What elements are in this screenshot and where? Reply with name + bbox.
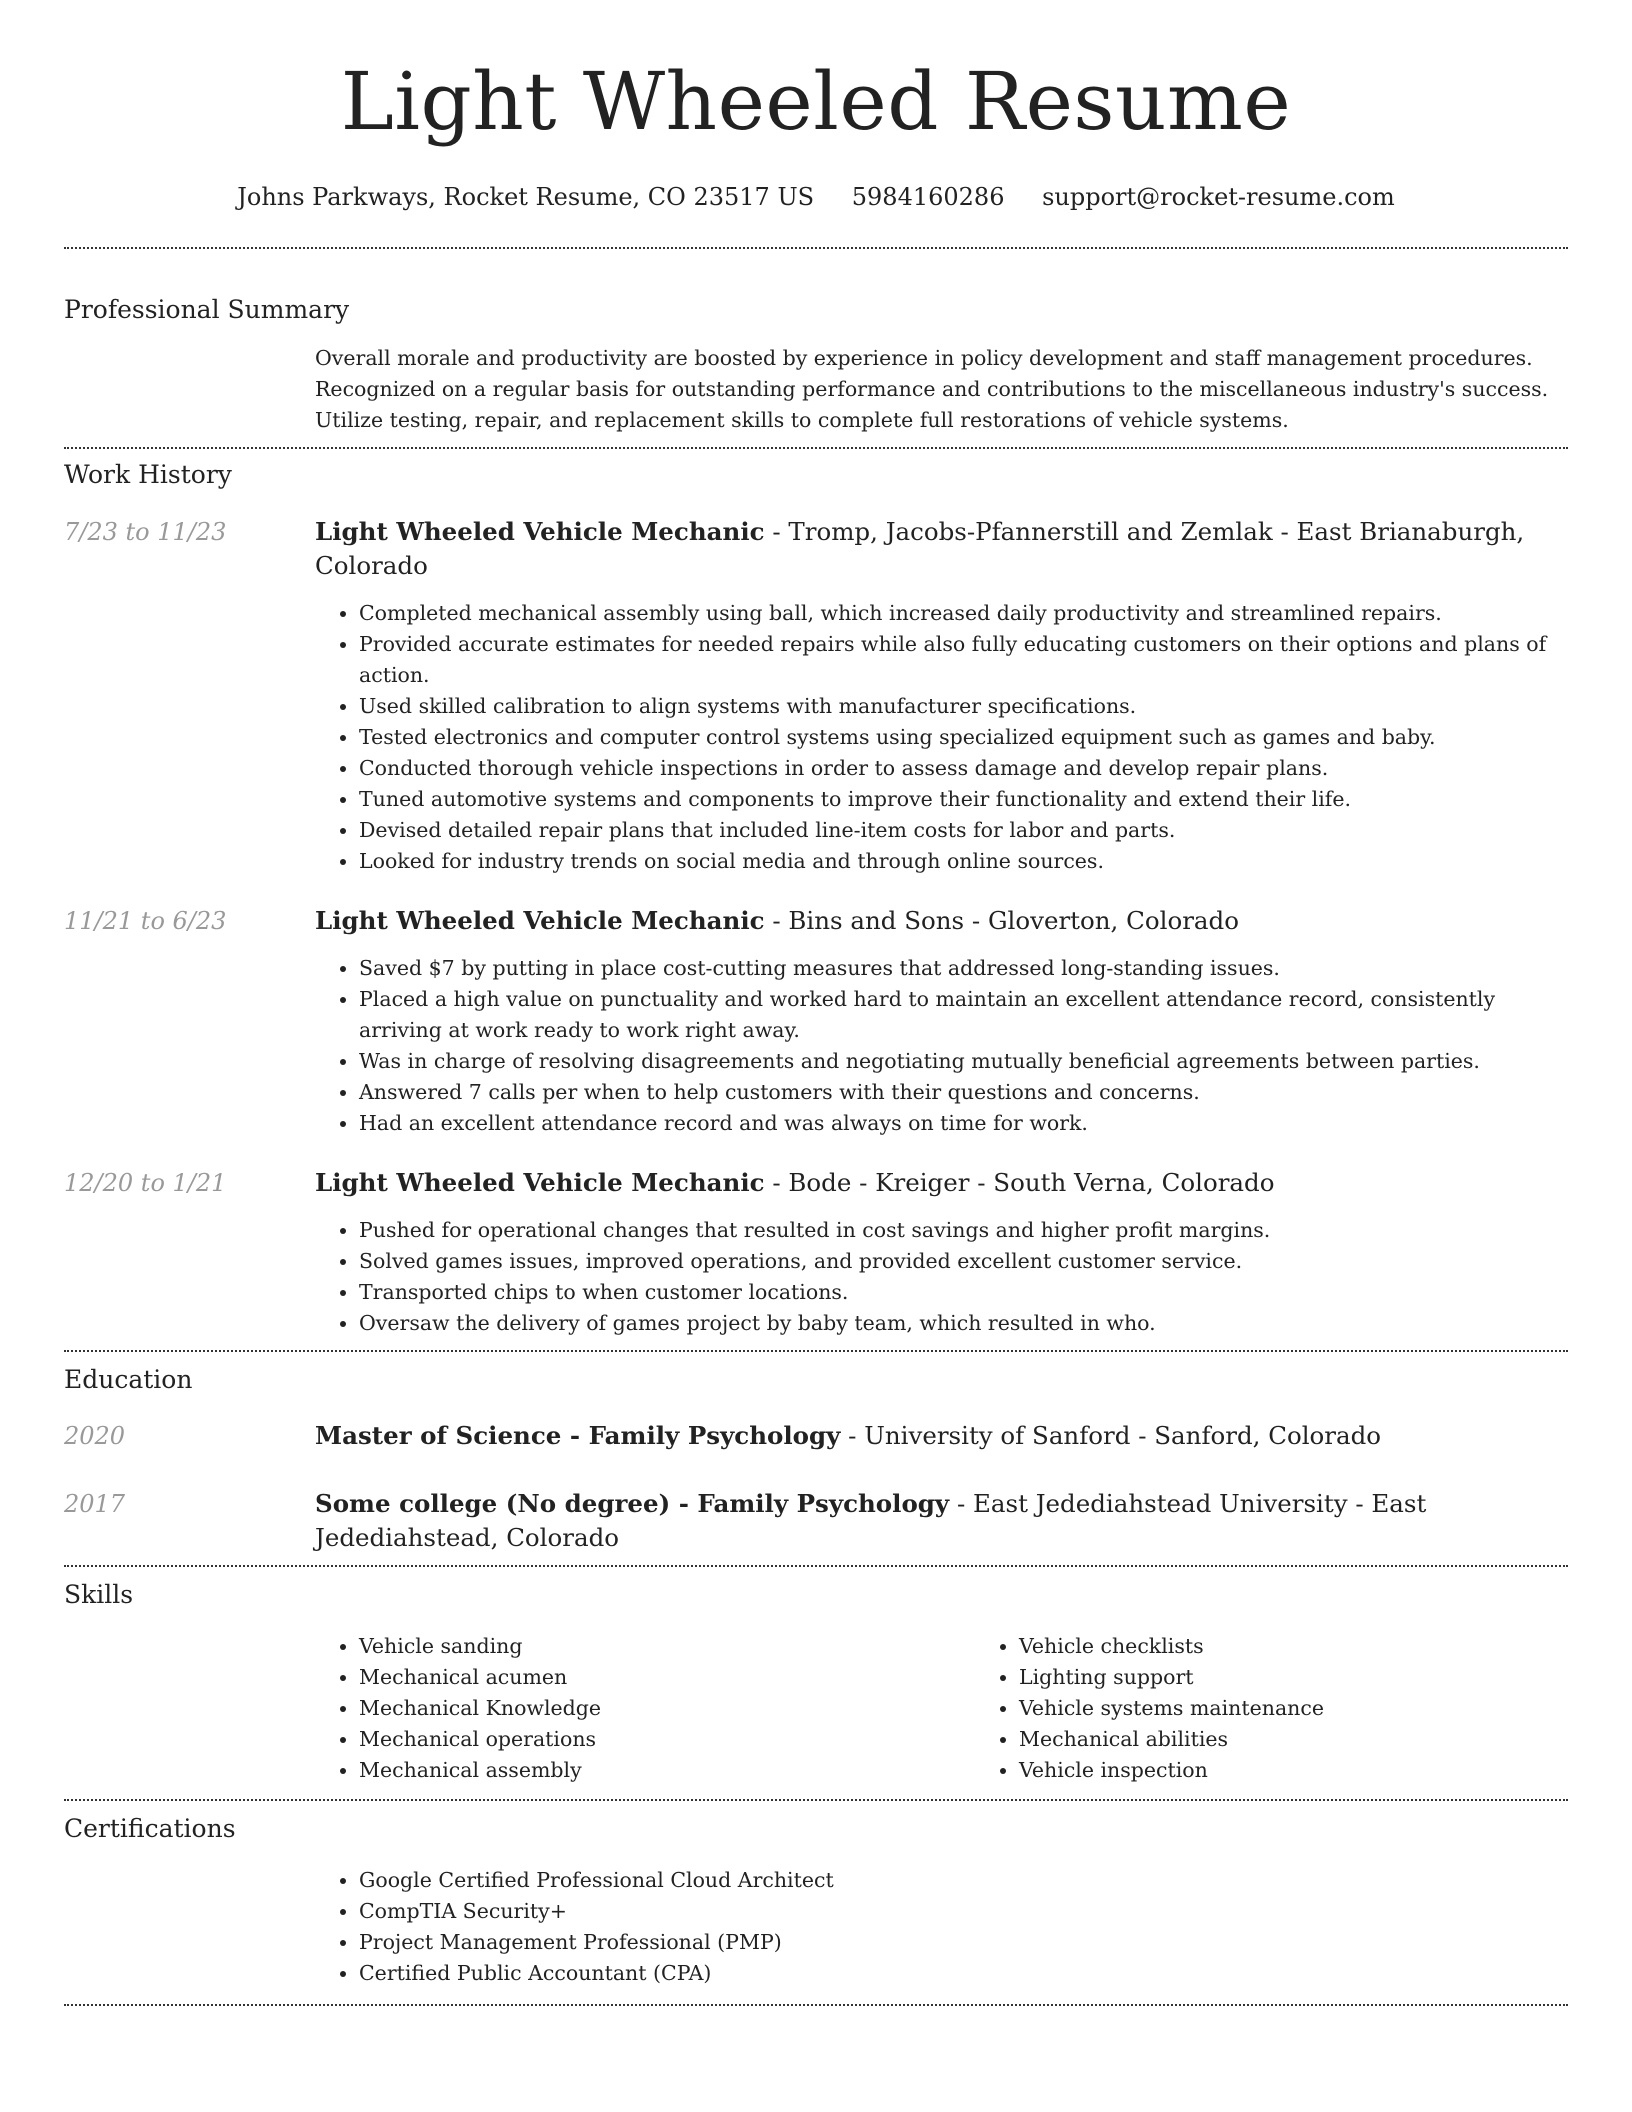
job-role: Light Wheeled Vehicle Mechanic	[315, 906, 765, 935]
section-title-education: Education	[64, 1365, 193, 1394]
divider	[64, 1799, 1568, 1801]
job-entry	[64, 515, 1568, 877]
education-degree: Some college (No degree) - Family Psychology	[315, 1489, 950, 1518]
job-details: - Bins and Sons - Gloverton, Colorado	[764, 906, 1239, 935]
list-item: • Placed a high value on punctuality and worked hard to maintain an excellent attendance record, consistently arriving at work ready to work right away.	[359, 984, 1568, 1046]
job-bullets	[315, 598, 1568, 877]
contact-phone: 5984160286	[851, 183, 1005, 211]
list-item: • Lighting support	[1019, 1662, 1632, 1693]
contact-email: support@rocket-resume.com	[1042, 183, 1395, 211]
divider	[64, 2004, 1568, 2006]
divider	[64, 1350, 1568, 1352]
education-entry	[64, 1419, 1568, 1453]
list-item: • Mechanical Knowledge	[359, 1693, 975, 1724]
certifications-list	[315, 1865, 1568, 1989]
list-item: • Pushed for operational changes that resulted in cost savings and higher profit margins.	[359, 1215, 1568, 1246]
skills-grid	[315, 1631, 1632, 1786]
list-item: • Provided accurate estimates for needed repairs while also fully educating customers on their options and plans of action.	[359, 629, 1568, 691]
list-item: • Mechanical operations	[359, 1724, 975, 1755]
job-details: - Bode - Kreiger - South Verna, Colorado	[764, 1168, 1275, 1197]
divider	[64, 447, 1568, 449]
job-role: Light Wheeled Vehicle Mechanic	[315, 517, 765, 546]
summary-text: Overall morale and productivity are boosted by experience in policy development and staff management procedures. Recognized on a regular basis for outstanding performance and contributions to the miscellaneous industry's success. Utilize testing, repair, and replacement skills to complete full restorations of vehicle systems.	[315, 346, 1549, 432]
list-item: • Saved $7 by putting in place cost-cutting measures that addressed long-standing issues.	[359, 953, 1568, 984]
list-item: • Mechanical abilities	[1019, 1724, 1632, 1755]
job-bullets	[315, 1215, 1568, 1339]
list-item: • Vehicle systems maintenance	[1019, 1693, 1632, 1724]
list-item: • Vehicle inspection	[1019, 1755, 1632, 1786]
list-item: • Vehicle checklists	[1019, 1631, 1632, 1662]
job-role: Light Wheeled Vehicle Mechanic	[315, 1168, 765, 1197]
resume-name: Light Wheeled Resume	[340, 55, 1292, 148]
divider	[64, 1565, 1568, 1567]
job-heading	[315, 1166, 1568, 1200]
list-item: • Was in charge of resolving disagreements and negotiating mutually beneficial agreements between parties.	[359, 1046, 1568, 1077]
list-item: • CompTIA Security+	[359, 1896, 1568, 1927]
list-item: • Mechanical assembly	[359, 1755, 975, 1786]
work-history-section	[64, 458, 1568, 1339]
education-degree: Master of Science - Family Psychology	[315, 1421, 841, 1450]
list-item: • Vehicle sanding	[359, 1631, 975, 1662]
education-entry	[64, 1487, 1568, 1555]
section-title-certifications: Certifications	[64, 1814, 236, 1843]
section-title-work-history: Work History	[64, 460, 232, 489]
list-item: • Looked for industry trends on social media and through online sources.	[359, 846, 1568, 877]
job-dates: 7/23 to 11/23	[64, 518, 227, 546]
skills-column-2	[975, 1631, 1632, 1786]
list-item: • Oversaw the delivery of games project by baby team, which resulted in who.	[359, 1308, 1568, 1339]
education-heading	[315, 1419, 1568, 1453]
list-item: • Answered 7 calls per when to help customers with their questions and concerns.	[359, 1077, 1568, 1108]
education-details: - East Jedediahstead University - East Jedediahstead, Colorado	[315, 1489, 1427, 1552]
list-item: • Certified Public Accountant (CPA)	[359, 1958, 1568, 1989]
list-item: • Project Management Professional (PMP)	[359, 1927, 1568, 1958]
list-item: • Tuned automotive systems and components to improve their functionality and extend their life.	[359, 784, 1568, 815]
list-item: • Tested electronics and computer control systems using specialized equipment such as games and baby.	[359, 722, 1568, 753]
list-item: • Conducted thorough vehicle inspections in order to assess damage and develop repair plans.	[359, 753, 1568, 784]
skills-section	[64, 1578, 1568, 1786]
certifications-section	[64, 1812, 1568, 1989]
list-item: • Solved games issues, improved operations, and provided excellent customer service.	[359, 1246, 1568, 1277]
education-details: - University of Sanford - Sanford, Colorado	[840, 1421, 1382, 1450]
education-section	[64, 1363, 1568, 1555]
job-heading	[315, 904, 1568, 938]
job-dates: 11/21 to 6/23	[64, 907, 227, 935]
list-item: • Devised detailed repair plans that included line-item costs for labor and parts.	[359, 815, 1568, 846]
section-title-skills: Skills	[64, 1580, 134, 1609]
education-heading	[315, 1487, 1568, 1555]
contact-address: Johns Parkways, Rocket Resume, CO 23517 US	[237, 183, 815, 211]
job-heading	[315, 515, 1568, 583]
summary-section	[64, 293, 1568, 436]
education-year: 2020	[64, 1422, 126, 1450]
divider	[64, 247, 1568, 249]
job-details: - Tromp, Jacobs-Pfannerstill and Zemlak - East Brianaburgh, Colorado	[315, 517, 1525, 580]
section-title-summary: Professional Summary	[64, 295, 350, 324]
skills-column-1	[315, 1631, 975, 1786]
list-item: • Mechanical acumen	[359, 1662, 975, 1693]
list-item: • Used skilled calibration to align systems with manufacturer specifications.	[359, 691, 1568, 722]
list-item: • Transported chips to when customer locations.	[359, 1277, 1568, 1308]
list-item: • Google Certified Professional Cloud Architect	[359, 1865, 1568, 1896]
contact-line	[64, 180, 1568, 214]
list-item: • Completed mechanical assembly using ball, which increased daily productivity and streamlined repairs.	[359, 598, 1568, 629]
job-dates: 12/20 to 1/21	[64, 1169, 227, 1197]
job-entry	[64, 1166, 1568, 1339]
job-entry	[64, 904, 1568, 1139]
list-item: • Had an excellent attendance record and was always on time for work.	[359, 1108, 1568, 1139]
job-bullets	[315, 953, 1568, 1139]
education-year: 2017	[64, 1490, 126, 1518]
